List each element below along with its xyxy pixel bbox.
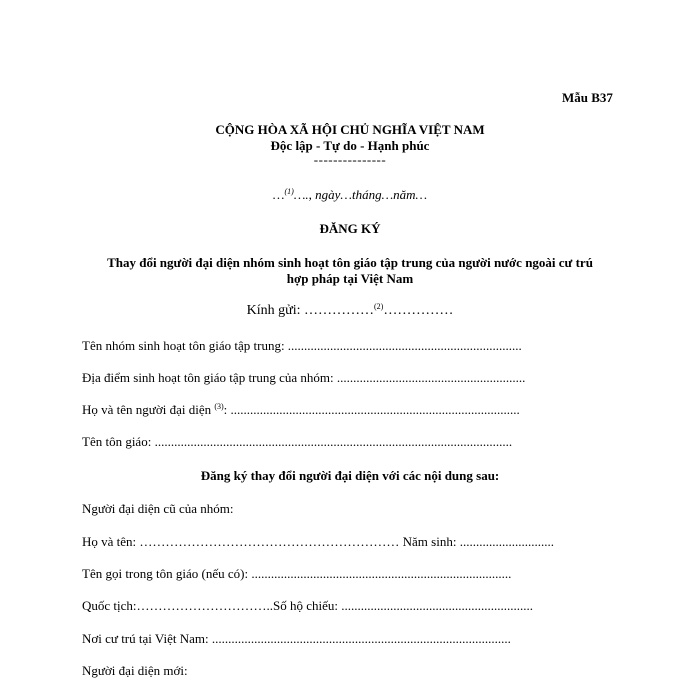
old-rep-name-year-field: Họ và tên: …………………………………………………… Năm sinh: ............................. bbox=[82, 534, 554, 549]
representative-name-field bbox=[82, 402, 520, 418]
old-rep-religious-name-field: Tên gọi trong tôn giáo (nếu có): ................................................................................ bbox=[82, 566, 512, 581]
date-line bbox=[0, 187, 700, 203]
group-location-field: Địa điểm sinh hoạt tôn giáo tập trung của nhóm: .......................................................... bbox=[82, 370, 526, 385]
national-title: CỘNG HÒA XÃ HỘI CHỦ NGHĨA VIỆT NAM bbox=[215, 122, 485, 137]
change-heading: Đăng ký thay đổi người đại diện với các nội dung sau: bbox=[200, 468, 500, 483]
footnote-ref-1: (1) bbox=[284, 187, 294, 196]
rep-name-dots: : ......................................................................................... bbox=[223, 402, 520, 417]
recipient-label: Kính gửi: …………… bbox=[246, 303, 375, 318]
footnote-ref-3: (3) bbox=[214, 402, 224, 411]
old-rep-residence-field: Nơi cư trú tại Việt Nam: ............................................................................................ bbox=[82, 631, 511, 646]
subtitle-line-2: hợp pháp tại Việt Nam bbox=[286, 271, 414, 286]
header-rule: --------------- bbox=[313, 152, 387, 167]
recipient-dots: …………… bbox=[383, 303, 454, 318]
subtitle-line-1: Thay đổi người đại diện nhóm sinh hoạt tôn giáo tập trung của người nước ngoài cư trú bbox=[107, 255, 593, 270]
old-rep-nationality-passport-field: Quốc tịch:…………………………..Số hộ chiếu: ........................................................... bbox=[82, 598, 534, 613]
form-code: Mẫu B37 bbox=[562, 90, 613, 105]
new-rep-heading: Người đại diện mới: bbox=[82, 663, 188, 678]
national-motto: Độc lập - Tự do - Hạnh phúc bbox=[270, 138, 430, 153]
recipient-line bbox=[0, 303, 700, 319]
rep-name-label: Họ và tên người đại diện bbox=[82, 402, 212, 417]
religion-field: Tên tôn giáo: .............................................................................................................. bbox=[82, 434, 513, 449]
date-rest: …., ngày…tháng…năm… bbox=[293, 187, 428, 202]
group-name-field: Tên nhóm sinh hoạt tôn giáo tập trung: ........................................................................ bbox=[82, 338, 522, 353]
date-lead: … bbox=[272, 187, 285, 202]
document-title: ĐĂNG KÝ bbox=[319, 221, 381, 236]
footnote-ref-2: (2) bbox=[374, 302, 384, 311]
old-rep-heading: Người đại diện cũ của nhóm: bbox=[82, 501, 234, 516]
